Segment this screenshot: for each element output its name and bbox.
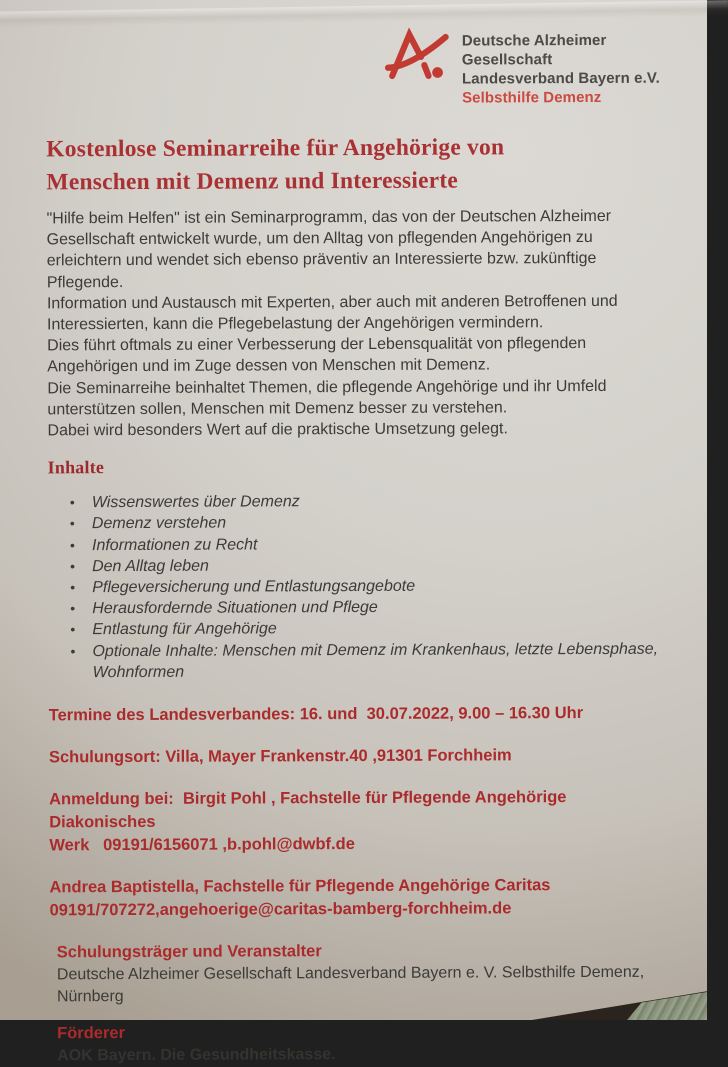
- termine-line: Termine des Landesverbandes: 16. und 30.07.2022, 9.00 – 16.30 Uhr: [48, 704, 584, 725]
- foerderer-heading: Förderer: [57, 1024, 126, 1043]
- list-item: • Entlastung für Angehörige: [48, 617, 670, 641]
- inhalte-list: [48, 490, 671, 684]
- intro-paragraph: Die Seminarreihe beinhaltet Themen, die pflegende Angehörige und ihr Umfeld unterstützen sollen, Menschen mit Demenz besser zu verstehen.: [47, 377, 611, 419]
- alzheimer-gesellschaft-logo-icon: [384, 28, 450, 88]
- anmeldung-line2: Werk 09191/6156071 ,b.pohl@dwbf.de: [49, 835, 355, 855]
- veranstalter-block: [50, 939, 672, 1008]
- intro-paragraph: Information und Austausch mit Experten, aber auch mit anderen Betroffenen und Interessierten, kann die Pflegebelastung der Angehörigen vermindern.: [46, 292, 623, 334]
- logo-text: [462, 27, 668, 108]
- org-name-line2: Landesverband Bayern e.V.: [461, 69, 660, 88]
- document-page: [46, 27, 673, 1067]
- veranstalter-text: Deutsche Alzheimer Gesellschaft Landesverband Bayern e. V. Selbsthilfe Demenz, Nürnberg: [56, 963, 649, 1005]
- veranstalter-heading: Schulungsträger und Veranstalter: [56, 942, 322, 962]
- logo-block: [384, 27, 668, 108]
- list-item: • Wissenswertes über Demenz: [48, 490, 670, 514]
- list-item: • Herausfordernde Situationen und Pflege: [48, 596, 670, 620]
- schulungsort-line: Schulungsort: Villa, Mayer Frankenstr.40 ,91301 Forchheim: [48, 746, 512, 767]
- intro-paragraph: "Hilfe beim Helfen" ist ein Seminarprogramm, das von der Deutschen Alzheimer Gesellschaft entwickelt wurde, um den Alltag von pflegenden Angehörigen zu erleichtern und wendet sich ebenso präventiv an Interessierte bzw. zukünftige Pflegende.: [46, 207, 616, 291]
- list-item: • Optionale Inhalte: Menschen mit Demenz im Krankenhaus, letzte Lebensphase, Wohnformen: [48, 638, 670, 683]
- foerderer-block: [50, 1020, 672, 1067]
- caritas-contact-block: [49, 874, 671, 923]
- intro-text: [47, 206, 670, 442]
- page-title: [46, 131, 668, 200]
- anmeldung-block: [49, 786, 671, 858]
- foerderer-text: AOK Bayern. Die Gesundheitskasse.: [57, 1046, 336, 1065]
- list-item: • Pflegeversicherung und Entlastungsangebote: [48, 575, 670, 599]
- caritas-line1: Andrea Baptistella, Fachstelle für Pflegende Angehörige Caritas: [49, 876, 551, 897]
- intro-paragraph: Dabei wird besonders Wert auf die praktische Umsetzung gelegt.: [47, 420, 508, 440]
- paper-fold-crease: [0, 0, 728, 28]
- list-item: • Demenz verstehen: [48, 511, 670, 535]
- list-item: • Informationen zu Recht: [48, 532, 670, 556]
- page-title-line2: Menschen mit Demenz und Interessierte: [46, 167, 459, 196]
- page-title-line1: Kostenlose Seminarreihe für Angehörige von: [46, 134, 505, 163]
- caritas-line2: 09191/707272,angehoerige@caritas-bamberg-forchheim.de: [49, 899, 512, 920]
- org-name-line1: Deutsche Alzheimer Gesellschaft: [461, 31, 607, 69]
- section-heading-inhalte: Inhalte: [47, 457, 105, 478]
- org-name-line3: Selbsthilfe Demenz: [462, 88, 602, 107]
- intro-paragraph: Dies führt oftmals zu einer Verbesserung der Lebensqualität von pflegenden Angehörigen und im Zuge dessen von Menschen mit Demenz.: [47, 335, 590, 376]
- list-item: • Den Alltag leben: [48, 553, 670, 577]
- anmeldung-line1: Anmeldung bei: Birgit Pohl , Fachstelle für Pflegende Angehörige Diakonisches: [49, 788, 572, 832]
